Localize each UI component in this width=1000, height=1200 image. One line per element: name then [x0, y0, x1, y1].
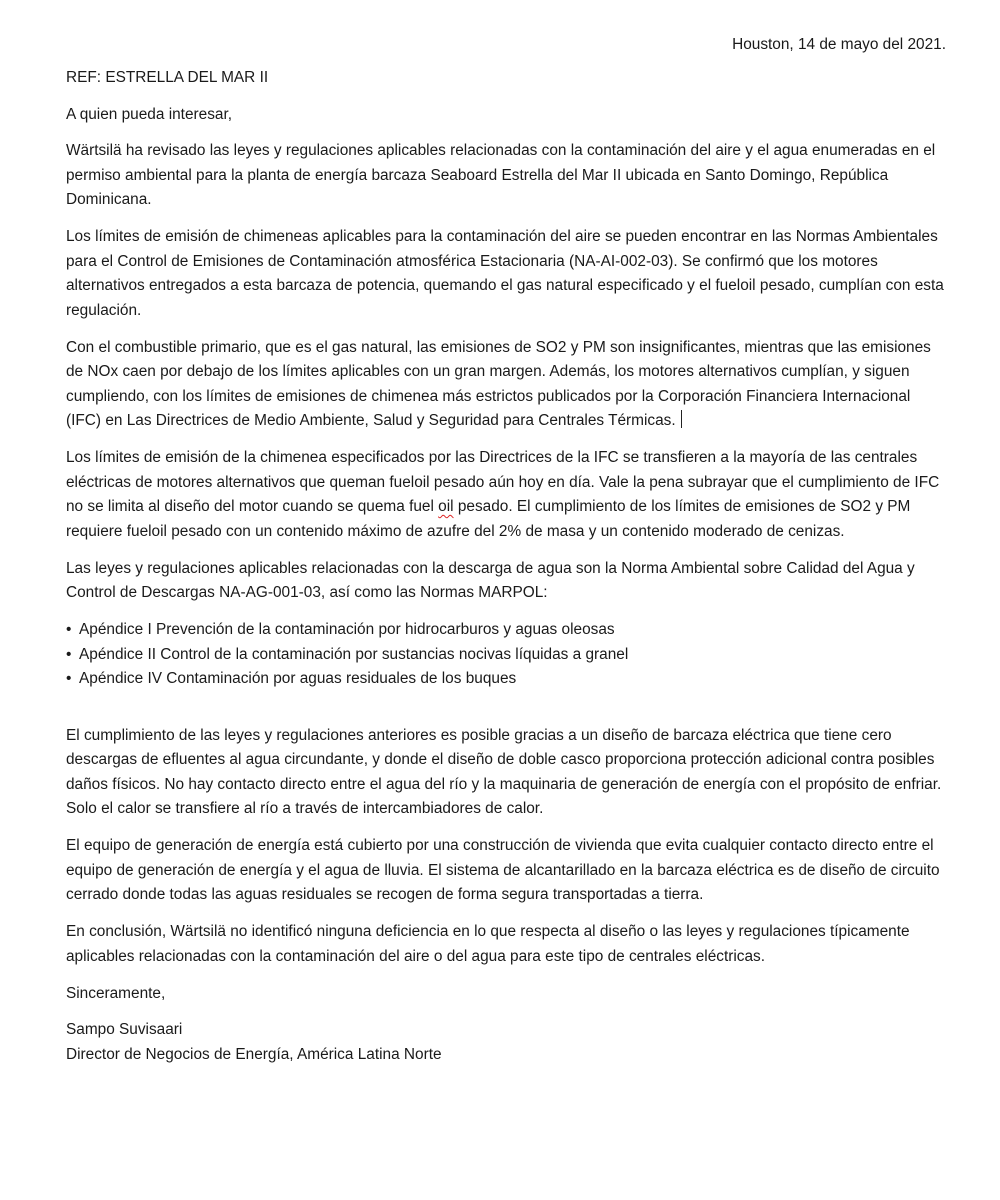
spellcheck-flagged-word[interactable]: oil: [438, 498, 454, 515]
closing: Sinceramente,: [66, 984, 166, 1002]
list-item-text: Apéndice IV Contaminación por aguas residuales de los buques: [79, 670, 517, 687]
paragraph-conclusion: En conclusión, Wärtsilä no identificó ninguna deficiencia en lo que respecta al diseño o las leyes y regulaciones típicamente aplicables relacionadas con la contaminación del aire o del agua para este tipo de centrales eléctricas.: [66, 923, 910, 965]
date-line: Houston, 14 de mayo del 2021.: [732, 36, 946, 53]
salutation: A quien pueda interesar,: [66, 105, 233, 123]
paragraph-water-regulations: Las leyes y regulaciones aplicables relacionadas con la descarga de agua son la Norma Ambiental sobre Calidad del Agua y Control de Descargas NA-AG-001-03, así como las Normas MARPOL:: [66, 559, 915, 601]
paragraph-air-limits: Los límites de emisión de chimeneas aplicables para la contaminación del aire se pueden encontrar en las Normas Ambientales para el Control de Emisiones de Contaminación atmosférica Estacionaria (NA-AI-002-03). Se confirmó que los motores alternativos entregados a esta barcaza de potencia, quemando el gas natural especificado y el fueloil pesado, cumplían con esta regulación.: [66, 228, 944, 319]
list-item: [66, 643, 946, 668]
list-item-text: Apéndice I Prevención de la contaminación por hidrocarburos y aguas oleosas: [79, 621, 615, 638]
bullet-icon: •: [66, 670, 72, 687]
signature-block: [66, 1018, 946, 1067]
paragraph-review: Wärtsilä ha revisado las leyes y regulaciones aplicables relacionadas con la contaminación del aire y el agua enumeradas en el permiso ambiental para la planta de energía barcaza Seaboard Estrella del Mar II ubicada en Santo Domingo, República Dominicana.: [66, 142, 936, 208]
paragraph-ifc-text-a: Los límites de emisión de la chimenea especificados por las Directrices de la IFC se transfieren a la mayoría de las centrales eléctricas de motores alternativos que queman fueloil pesado aún hoy en día. Vale la pena subrayar que el cumplimiento de IFC no se limita al diseño del motor cuando se quema fuel: [66, 449, 940, 515]
paragraph-primary-fuel-text: Con el combustible primario, que es el gas natural, las emisiones de SO2 y PM son insignificantes, mientras que las emisiones de NOx caen por debajo de los límites aplicables con un gran margen. Además, los motores alternativos cumplían, y siguen cumpliendo, con los límites de emisiones de chimenea más estrictos publicados por la Corporación Financiera Internacional (IFC) en Las Directrices de Medio Ambiente, Salud y Seguridad para Centrales Térmicas.: [66, 338, 931, 429]
signature-title: Director de Negocios de Energía, América Latina Norte: [66, 1045, 442, 1063]
paragraph-compliance-design: El cumplimiento de las leyes y regulaciones anteriores es posible gracias a un diseño de barcaza eléctrica que tiene cero descargas de efluentes al agua circundante, y donde el diseño de doble casco proporciona protección adicional contra posibles daños físicos. No hay contacto directo entre el agua del río y la maquinaria de generación de energía con el propósito de enfriar. Solo el calor se transfiere al río a través de intercambiadores de calor.: [66, 726, 942, 817]
paragraph-ifc-text-b: pesado. El cumplimiento de los límites de emisiones de SO2 y PM requiere fueloil pesado con un contenido máximo de azufre del 2% de masa y un contenido moderado de cenizas.: [66, 498, 911, 540]
paragraph-housing: El equipo de generación de energía está cubierto por una construcción de vivienda que evita cualquier contacto directo entre el equipo de generación de energía y el agua de lluvia. El sistema de alcantarillado en la barcaza eléctrica es de diseño de circuito cerrado donde todas las aguas residuales se recogen de forma segura transportadas a tierra.: [66, 837, 940, 903]
bullet-icon: •: [66, 645, 72, 663]
paragraph-primary-fuel: [66, 336, 946, 434]
list-item-text: Apéndice II Control de la contaminación por sustancias nocivas líquidas a granel: [79, 645, 629, 663]
bullet-icon: •: [66, 621, 72, 638]
list-item: [66, 667, 946, 692]
marpol-list: [66, 618, 946, 692]
reference-line: REF: ESTRELLA DEL MAR II: [66, 69, 269, 86]
paragraph-ifc-limits: [66, 446, 946, 544]
signature-name: Sampo Suvisaari: [66, 1021, 183, 1038]
text-cursor: [681, 410, 682, 428]
letter-page: [66, 34, 946, 1067]
list-item: [66, 618, 946, 643]
